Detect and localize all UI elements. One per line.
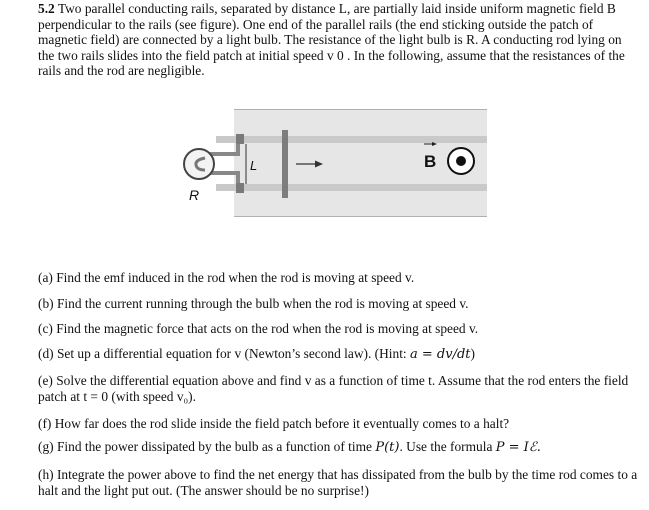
problem-number: 5.2 xyxy=(38,1,55,16)
question-e xyxy=(38,373,638,405)
question-a-text: (a) Find the emf induced in the rod when the rod is moving at speed v. xyxy=(38,270,415,285)
rail-bottom xyxy=(216,184,487,191)
connector-end-top xyxy=(236,134,244,144)
rail-top xyxy=(216,136,487,143)
field-dot xyxy=(456,156,466,166)
power-formula: P = Iℰ. xyxy=(495,440,541,455)
question-d-end: ) xyxy=(470,346,475,361)
hint-equation: a = dv/dt xyxy=(410,347,471,362)
light-bulb xyxy=(184,149,214,179)
question-d xyxy=(38,346,638,363)
question-b xyxy=(38,296,638,312)
sliding-rod xyxy=(282,130,288,198)
label-L: L xyxy=(250,158,258,173)
question-a xyxy=(38,270,638,286)
question-f-text: (f) How far does the rod slide inside the field patch before it eventually comes to a halt? xyxy=(38,416,510,431)
question-b-text: (b) Find the current running through the bulb when the rod is moving at speed v. xyxy=(38,296,469,311)
connector-end-bottom xyxy=(236,183,244,193)
problem-statement xyxy=(38,1,634,79)
label-R: R xyxy=(189,187,200,203)
question-h-text: (h) Integrate the power above to find the net energy that has dissipated from the bulb by the time rod comes to a halt and the light put out. (The answer should be no surprise!) xyxy=(38,467,638,498)
wire-top xyxy=(208,152,238,156)
question-d-text: (d) Set up a differential equation for v (Newton’s second law). (Hint: xyxy=(38,346,407,361)
question-g xyxy=(38,439,638,456)
question-c xyxy=(38,321,638,337)
rails-figure xyxy=(0,100,649,240)
question-f xyxy=(38,416,638,432)
question-g-mid: . Use the formula xyxy=(399,439,493,454)
question-c-text: (c) Find the magnetic force that acts on the rod when the rod is moving at speed v. xyxy=(38,321,479,336)
question-e-text: (e) Solve the differential equation above and find v as a function of time t. Assume that the rod enters the field patch at t = 0 (with speed v₀). xyxy=(38,373,629,404)
question-h xyxy=(38,467,638,499)
problem-text: Two parallel conducting rails, separated by distance L, are partially laid inside uniform magnetic field B perpendicular to the rails (see figure). One end of the parallel rails (the end sticking outside the patch of magnetic field) are connected by a light bulb. The resistance of the light bulb is R. A conducting rod lying on the two rails slides into the field patch at initial speed v 0 . In the following, assume that the resistances of the rails and the rod are negligible. xyxy=(38,1,625,79)
question-g-text: (g) Find the power dissipated by the bulb as a function of time xyxy=(38,439,372,454)
label-B: B xyxy=(424,152,437,171)
power-function: P(t) xyxy=(375,440,400,455)
